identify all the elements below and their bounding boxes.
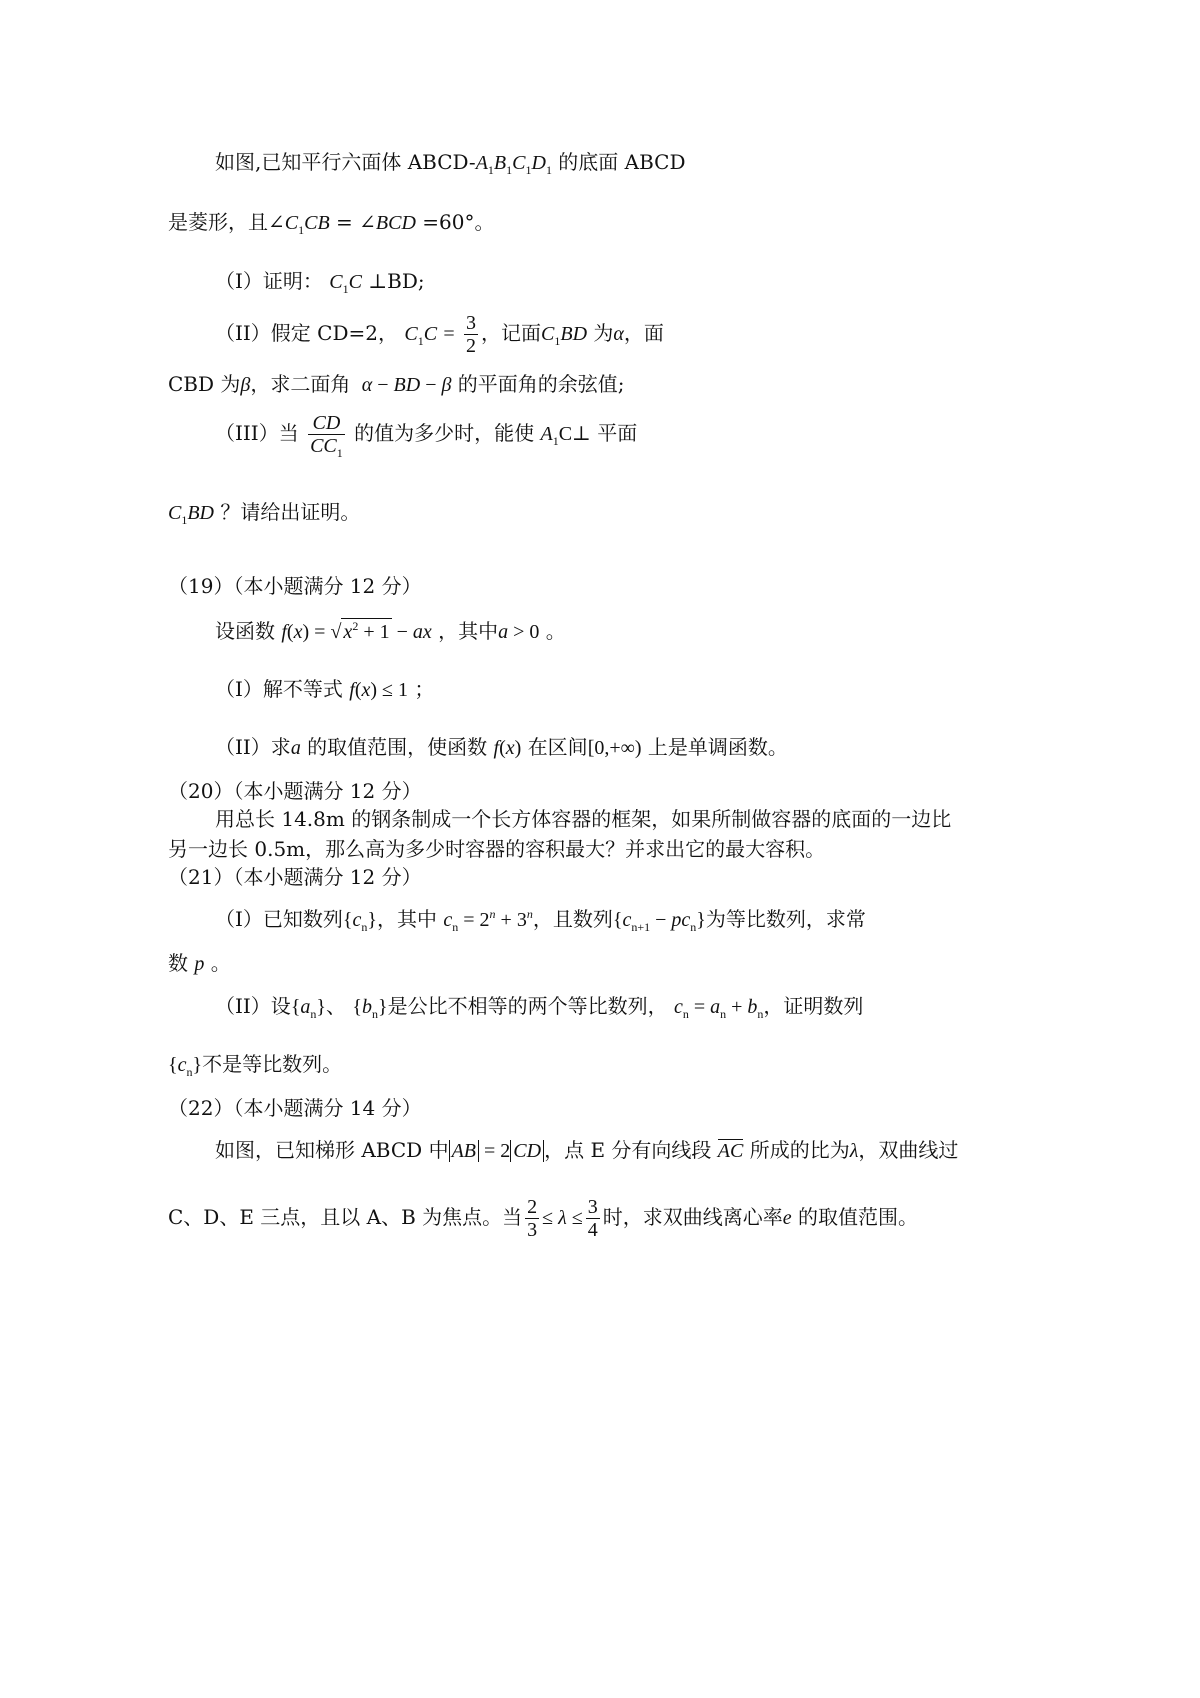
q18-line-2: 是菱形，且$\angle C_1CB$ = ∠BCD =60°。 [168, 210, 495, 237]
q20-line-2: 另一边长 0.5m，那么高为多少时容器的容积最大？并求出它的最大容积。 [168, 837, 826, 861]
fraction-2-3: $\frac{2}{3}$ [527, 1196, 538, 1241]
q18-part-3: （III）当 $\frac{CD}{CC_1}$ 的值为多少时，能使 $A_1C\perp$ 平面 [215, 412, 638, 460]
q20-line-1: 用总长 14.8m 的钢条制成一个长方体容器的框架，如果所制做容器的底面的一边比 [215, 807, 952, 831]
q18-part-1: （I）证明： $C_1C$ ⊥BD; [215, 269, 425, 296]
abs-ab: AB [449, 1140, 479, 1162]
q19-line-1: 设函数 f(x) = √ $x^2 + 1$ − ax ，其中a > 0 。 [215, 619, 566, 643]
fraction-3-2: $\frac{3}{2}$ [466, 312, 477, 357]
q22-line-2: C、D、E 三点，且以 A、B 为焦点。当 $\frac{2}{3}$ ≤ λ ≤ $\frac{3}{4}$ 时，求双曲线离心率e 的取值范围。 [168, 1196, 919, 1241]
q21-part-2: （II）设$\{a_n\}$、 $\{b_n\}$是公比不相等的两个等比数列， $c_n = a_n + b_n$，证明数列 [215, 994, 864, 1021]
q19-part-2: （II）求a 的取值范围，使函数 f(x) 在区间[0,+∞) 上是单调函数。 [215, 735, 788, 759]
q19-part-1: （I）解不等式 f(x) ≤ 1 ； [215, 677, 435, 701]
q21-part-1-cont: 数 p 。 [168, 951, 231, 975]
q18-part-3-cont: $C_1BD$ ？请给出证明。 [168, 500, 361, 527]
q21-part-2-cont: $\{c_n\}$不是等比数列。 [168, 1052, 343, 1079]
q18-line-1: 如图,已知平行六面体 ABCD-$A_1B_1C_1D_1$ 的底面 ABCD [215, 150, 686, 177]
q22-heading: （22）（本小题满分 14 分） [168, 1096, 422, 1120]
q22-line-1: 如图，已知梯形 ABCD 中 AB = 2 CD ，点 E 分有向线段 AC 所成的比为λ，双曲线过 [215, 1138, 959, 1162]
q21-heading: （21）（本小题满分 12 分） [168, 865, 422, 889]
fraction-cd-cc1: $\frac{CD}{CC_1}$ [310, 412, 343, 460]
fraction-3-4: $\frac{3}{4}$ [587, 1196, 598, 1241]
q18-part-2-cont: CBD 为β，求二面角 α − BD − β 的平面角的余弦值; [168, 372, 625, 396]
sqrt-expression: √ $x^2 + 1$ [330, 619, 390, 643]
q21-part-1: （I）已知数列$\{c_n\}$，其中 $c_n = 2^n + 3^n$，且数列$\{c_{n+1} - pc_n\}$为等比数列，求常 [215, 907, 866, 934]
q19-heading: （19）（本小题满分 12 分） [168, 574, 422, 598]
q20-heading: （20）（本小题满分 12 分） [168, 779, 422, 803]
abs-cd: CD [510, 1140, 544, 1162]
vector-ac: AC [717, 1140, 744, 1162]
q18-part-2: （II）假定 CD=2， $C_1C$ = $\frac{3}{2}$ ，记面$C_1BD$ 为α，面 [215, 312, 664, 357]
